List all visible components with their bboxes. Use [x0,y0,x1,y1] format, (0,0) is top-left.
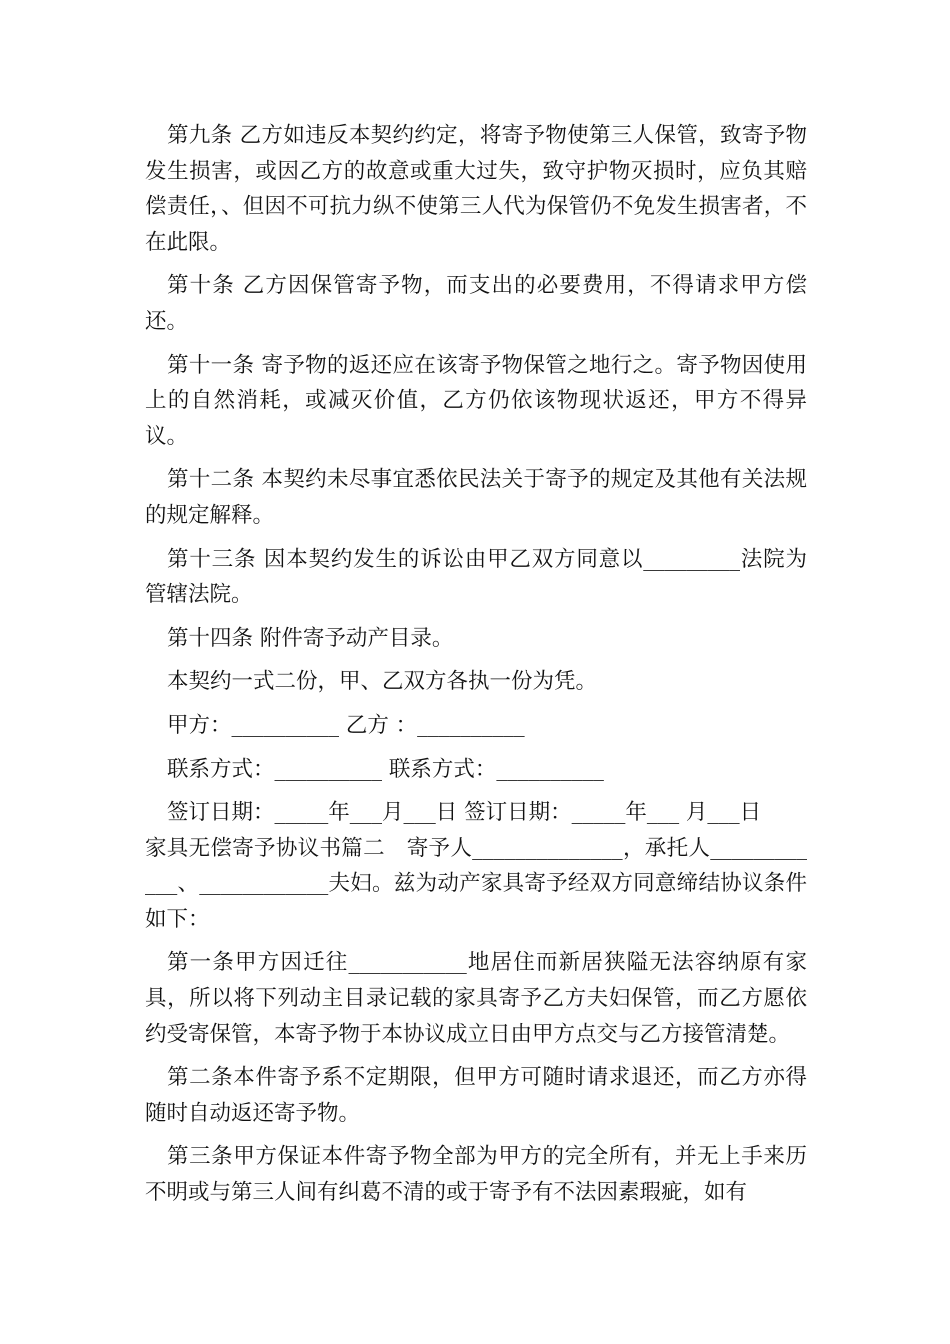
article-10: 第十条 乙方因保管寄予物，而支出的必要费用，不得请求甲方偿还。 [145,273,807,334]
agreement-two-article-2: 第二条本件寄予系不定期限，但甲方可随时请求退还，而乙方亦得随时自动返还寄予物。 [145,1065,807,1126]
agreement-two-preamble: 家具无偿寄予协议书篇二 寄予人______________，承托人____________、____________夫妇。兹为动产家具寄予经双方同意缔结协议条件如下： [145,835,807,932]
agreement-two-article-3: 第三条甲方保证本件寄予物全部为甲方的完全所有，并无上手来历不明或与第三人间有纠葛不清的或于寄予有不法因素瑕疵，如有 [145,1144,807,1206]
article-14: 第十四条 附件寄予动产目录。 [167,625,454,651]
copies-clause: 本契约一式二份，甲、乙双方各执一份为凭。 [167,669,598,695]
contact-line: 联系方式：__________ 联系方式：__________ [167,756,604,782]
document-page [145,118,807,1219]
article-9: 第九条 乙方如违反本契约约定，将寄予物使第三人保管，致寄予物发生损害，或因乙方的故意或重大过失，致守护物灭损时，应负其赔偿责任，、但因不可抗力纵不使第三人代为保管仍不免发生损害者，不在此限。 [145,123,807,255]
party-names-line: 甲方：__________ 乙方 ：__________ [167,712,525,738]
article-12: 第十二条 本契约未尽事宜悉依民法关于寄予的规定及其他有关法规的规定解释。 [145,467,807,528]
agreement-two-article-1: 第一条甲方因迁往___________地居住而新居狭隘无法容纳原有家具，所以将下列动主目录记载的家具寄予乙方夫妇保管，而乙方愿依约受寄保管，本寄予物于本协议成立日由甲方点交与乙方接管清楚。 [145,950,807,1047]
signing-date-line: 签订日期：_____年___月___日 签订日期：_____年___ 月___日 [167,800,762,826]
article-11: 第十一条 寄予物的返还应在该寄予物保管之地行之。寄予物因使用上的自然消耗，或减灭价值，乙方仍依该物现状返还，甲方不得异议。 [145,352,807,449]
article-13: 第十三条 因本契约发生的诉讼由甲乙双方同意以_________法院为管辖法院。 [145,546,807,608]
